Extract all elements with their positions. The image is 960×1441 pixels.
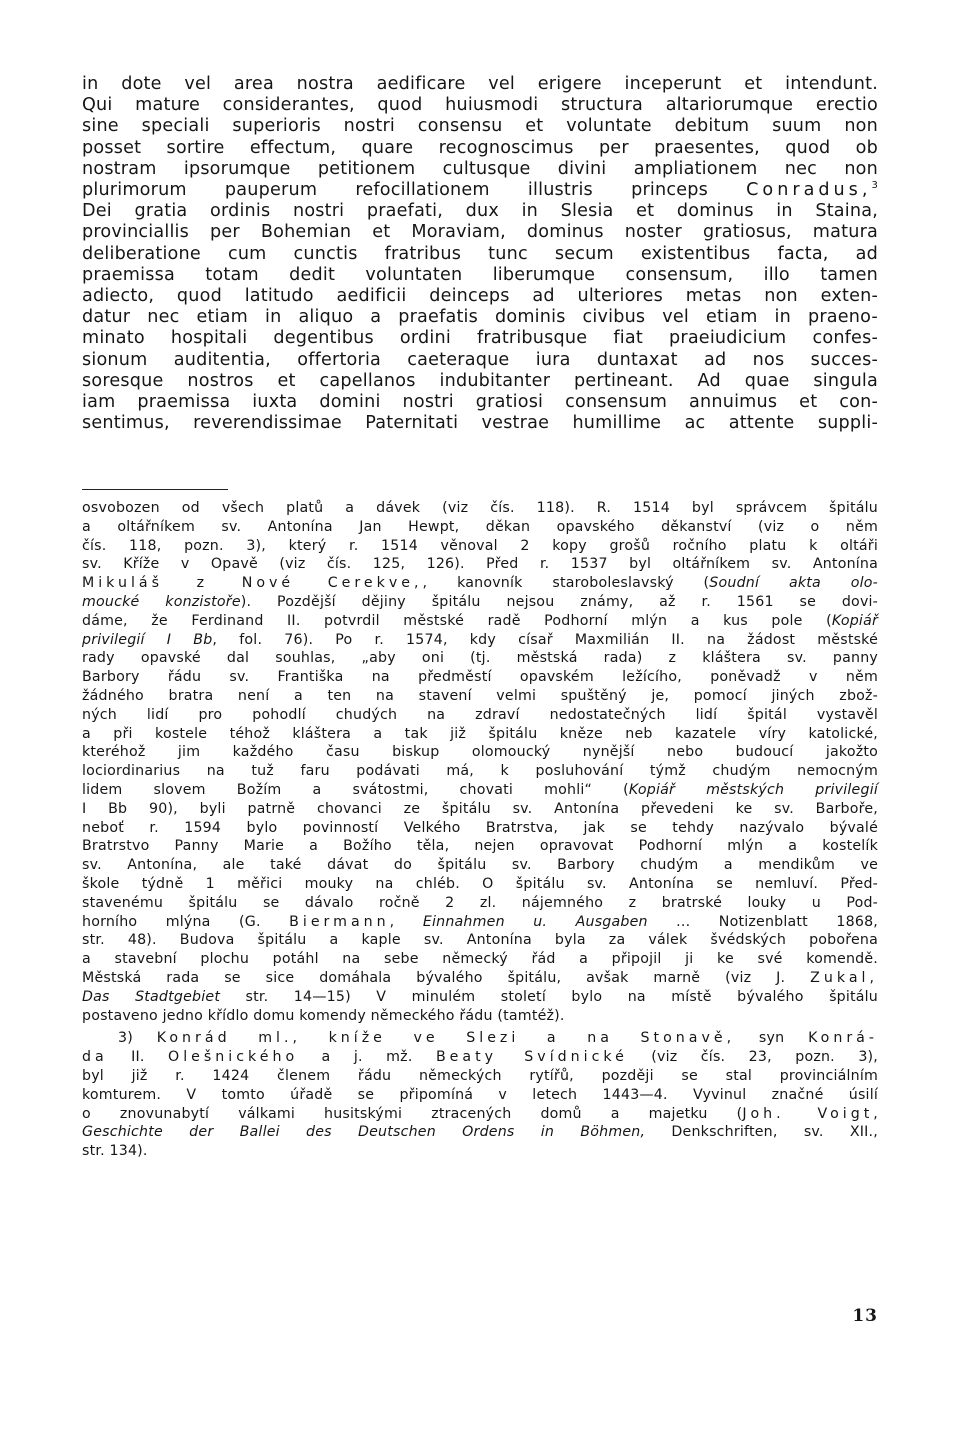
text-segment: lidem slovem Božím a svátostmi, chovati mohli“ ( [82,781,629,798]
footnote-mark: 3 [871,180,878,192]
note-line: Barbory řádu sv. Františka na předměstí opavském ležícího, poněvadž v něm [82,669,878,686]
text-line: Qui mature considerantes, quod huiusmodi structura altariorumque erectio [82,95,878,116]
note-line: čís. 118, pozn. 3), který r. 1514 věnoval 2 kopy grošů ročního platu k oltáři [82,537,878,554]
spaced-name: Beaty Svídnické [435,1049,628,1066]
text-line: sentimus, reverendissimae Paternitati vestrae humillime ac attente suppli- [82,413,878,434]
text-segment: horního mlýna (G. [82,913,290,930]
note-line: Bratrstvo Panny Marie a Božího těla, nejen opravovat Podhorní mlýn a kostelík [82,838,878,855]
text-line: posset sortire effectum, quare recognoscimus per praesentes, quod ob [82,137,878,158]
spaced-name: Joh. Voigt [742,1105,874,1122]
text-line: datur nec etiam in aliquo a praefatis dominis civibus vel etiam in praeno- [82,307,878,328]
page-number: 13 [852,1306,878,1326]
italic-title: moucké konzistoře [82,593,241,610]
note-line: ných lidí pro pohodlí chudých na zdraví nedostatečných lidí špitál vystavěl [82,706,878,723]
spaced-name: Zukal, [810,969,878,986]
spaced-name: Konrád ml., kníže ve Slezi a na Stonavě, [156,1030,736,1047]
text-line: sionum auditentia, offertoria caeteraque iura duntaxat ad nos succes- [82,349,878,370]
note-line: lociordinarius na tuž faru podávati má, k posluhování týmž chudým nemocným [82,763,878,780]
italic-title: Geschichte der Ballei des Deutschen Ordens in Böhmen, [82,1124,646,1141]
note-line: postaveno jedno křídlo domu komendy německého řádu (tamtéž). [82,1007,565,1024]
italic-title: Kopiář městských privilegií [628,781,878,798]
note-line: a při kostele téhož kláštera a tak již špitálu kněze neb kazatele víry katolické, [82,725,878,742]
text-segment: , [389,913,423,930]
text-line: minato hospitali degentibus ordini fratribusque fiat praeiudicium confes- [82,328,878,349]
text-segment: ). Pozdější dějiny špitálu nejsou známy, až r. 1561 se dovi- [240,593,878,610]
text-segment: ... Notizenblatt 1868, [647,913,879,930]
note-line: str. 48). Budova špitálu a kaple sv. Antonína byla za válek švédských pobořena [82,932,878,949]
text-segment: , [873,1105,878,1122]
note-line: škole týdně 1 měřici mouky na chléb. O špitálu sv. Antonína se nemluví. Před- [82,875,878,892]
text-segment: (viz čís. 23, pozn. 3), [627,1049,878,1066]
footnote-number: 3) [118,1030,157,1047]
note-line [82,1105,878,1124]
text-line: adiecto, quod latitudo aedificii deinceps ad ulteriores metas non exten- [82,286,878,307]
note-line [82,631,878,650]
page [82,74,878,1404]
text-line: deliberatione cum cunctis fratribus tunc secum existentibus facta, ad [82,243,878,264]
note-line: byl již r. 1424 členem řádu německých rytířů, později se stal provinciálním [82,1067,878,1084]
text-segment: Denkschriften, sv. XII., [645,1124,878,1141]
note-line: sv. Kříže v Opavě (viz čís. 125, 126). Před r. 1537 byl oltářníkem sv. Antonína [82,556,878,573]
text-segment: II. [107,1049,169,1066]
text-line: sine speciali superioris nostri consensu et voluntate debitum suum non [82,116,878,137]
note-line: str. 134). [82,1143,148,1160]
text-line: iam praemissa iuxta domini nostri gratiosi consensum annuimus et con- [82,392,878,413]
note-line [82,1048,878,1067]
text-segment: syn [735,1030,809,1047]
italic-title: Einnahmen u. Ausgaben [422,913,648,930]
note-line: neboť r. 1594 bylo povinností Velkého Bratrstva, jak se tehdy nazývalo bývalé [82,819,878,836]
text-line: praemissa totam dedit voluntaten liberumque consensum, illo tamen [82,264,878,285]
note-line [82,612,878,631]
text-segment: o znovunabytí válkami husitskými ztracených domů a majetku ( [82,1105,743,1122]
italic-title: Das Stadtgebiet [82,988,221,1005]
note-line: žádného bratra není a ten na stavení velmi spuštěný je, pomocí jiných zbož- [82,687,878,704]
text-line: Dei gratia ordinis nostri praefati, dux in Slesia et dominus in Staina, [82,201,878,222]
note-line [82,593,878,612]
text-segment: a j. mž. [298,1049,436,1066]
footnote-3-line [82,1029,878,1048]
note-line: a stavební plochu potáhl na sebe německý řád a připojil ji ke své komendě. [82,951,878,968]
spaced-name: Biermann [289,913,390,930]
note-line [82,574,878,593]
text-line: provinciallis per Bohemian et Moraviam, dominus noster gratiosus, matura [82,222,878,243]
footnote-divider [82,489,228,490]
note-line: a oltářníkem sv. Antonína Jan Hewpt, děkan opavského děkanství (viz o něm [82,518,878,535]
note-line [82,988,878,1007]
text-segment: Městská rada se sice domáhala bývalého špitálu, avšak marně (viz J. [82,969,811,986]
main-latin-text [82,74,878,434]
text-line: soresque nostros et capellanos indubitanter pertineant. Ad quae singula [82,370,878,391]
spaced-name: Mikuláš z Nové Cerekve, [82,575,423,592]
note-line: sv. Antonína, ale také dávat do špitálu sv. Barbory chudým a mendikům ve [82,857,878,874]
italic-title: privilegií I Bb [82,631,213,648]
note-line [82,1123,878,1142]
text-line: nostram ipsorumque petitionem cultusque divini ampliationem nec non [82,158,878,179]
text-segment: str. 14—15) V minulém století bylo na místě bývalého špitálu [220,988,878,1005]
note-line [82,781,878,800]
note-line: rady opavské dal souhlas, „aby oni (tj. městská rada) z kláštera sv. panny [82,650,878,667]
text-segment: , fol. 76). Po r. 1574, kdy císař Maxmilián II. na žádost městské [212,631,879,648]
spaced-name: da [82,1049,108,1066]
note-line: komturem. V tomto úřadě se připomíná v letech 1443—4. Vyvinul značné úsilí [82,1086,878,1103]
text-line [82,180,878,201]
text-segment: , kanovník staroboleslavský ( [422,575,710,592]
italic-title: Kopiář [831,612,878,629]
spaced-name: Olešnického [168,1049,299,1066]
note-line [82,969,878,988]
spaced-name: Conradus, [746,180,872,201]
footnotes [82,499,878,1161]
text-line: in dote vel area nostra aedificare vel erigere inceperunt et intendunt. [82,74,878,94]
note-line: stavenému špitálu se dávalo ročně 2 zl. nájemného z bratrské louky u Pod- [82,894,878,911]
note-line: I Bb 90), byli patrně chovanci ze špitálu sv. Antonína převedeni ke sv. Barboře, [82,800,878,817]
note-line [82,913,878,932]
text-segment: plurimorum pauperum refocillationem illustris princeps [82,180,708,201]
note-line: osvobozen od všech platů a dávek (viz čís. 118). R. 1514 byl správcem špitálu [82,500,878,516]
spaced-name: Konrá- [808,1030,878,1047]
note-line: kteréhož jim každého času biskup olomoucký nynější nebo budoucí jakožto [82,744,878,761]
text-segment: dáme, že Ferdinand II. potvrdil městské radě Podhorní mlýn a kus pole ( [82,612,832,629]
italic-title: Soudní akta olo- [709,575,878,592]
